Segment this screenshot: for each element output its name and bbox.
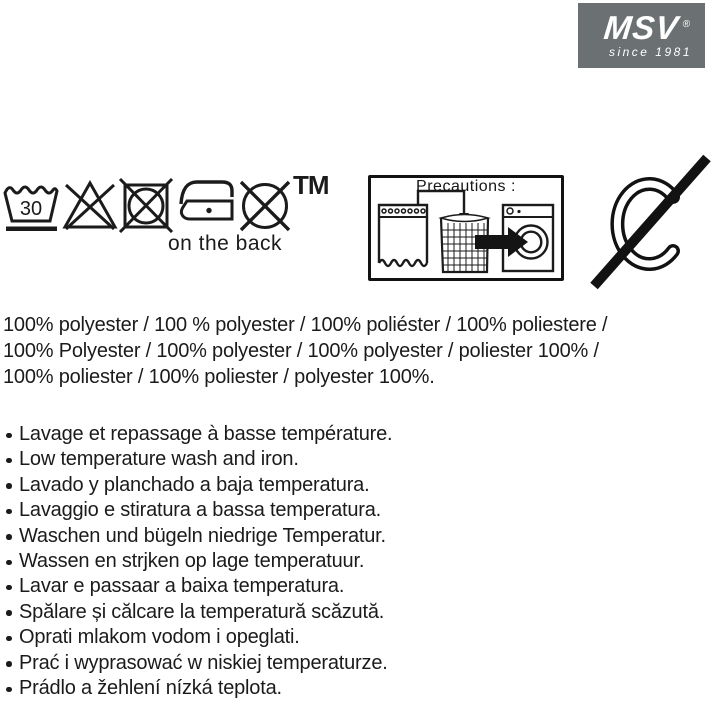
iron-low-temperature-icon <box>176 176 238 224</box>
instruction-item-pl: Prać i wyprasować w niskiej temperaturze. <box>4 651 392 676</box>
no-curtain-ring-icon <box>588 152 714 297</box>
instruction-item-it: Lavaggio e stiratura a bassa temperatura. <box>4 498 392 523</box>
instruction-item-de: Waschen und bügeln niedrige Temperatur. <box>4 524 392 549</box>
trademark-label: TM <box>293 170 329 200</box>
brand-tagline: since 1981 <box>608 44 692 59</box>
wash-temperature-label: 30 <box>19 198 43 220</box>
instruction-item-hr: Oprati mlakom vodom i opeglati. <box>4 625 392 650</box>
do-not-bleach-icon <box>62 179 118 231</box>
brand-text: MSV <box>602 8 681 46</box>
composition-line: 100% polyester / 100 % polyester / 100% poliéster / 100% poliestere / <box>3 314 608 336</box>
composition-line: 100% poliester / 100% poliester / polyester 100%. <box>3 366 435 388</box>
composition-line: 100% Polyester / 100% polyester / 100% polyester / poliester 100% / <box>3 340 599 362</box>
instruction-item-nl: Wassen en strjken op lage temperatuur. <box>4 549 392 574</box>
instruction-item-pt: Lavar e passaar a baixa temperatura. <box>4 574 392 599</box>
composition-text <box>3 312 607 390</box>
instruction-item-cs: Prádlo a žehlení nízká teplota. <box>4 676 392 701</box>
wash-30-gentle-icon <box>2 178 60 234</box>
instructions-list <box>4 422 392 701</box>
brand-name <box>602 8 691 46</box>
do-not-tumble-dry-icon <box>118 176 174 233</box>
instruction-item-es: Lavado y planchado a baja temperatura. <box>4 473 392 498</box>
do-not-dry-clean-icon <box>236 176 294 234</box>
precautions-title: Precautions : <box>416 178 516 195</box>
instruction-item-ro: Spălare și călcare la temperatură scăzută. <box>4 600 392 625</box>
curtain-icon <box>379 205 427 266</box>
on-the-back-caption: on the back <box>167 232 283 255</box>
brand-logo <box>578 3 705 68</box>
precautions-panel <box>368 175 564 281</box>
instruction-item-fr: Lavage et repassage à basse température. <box>4 422 392 447</box>
registered-mark: ® <box>682 18 691 30</box>
instruction-item-en: Low temperature wash and iron. <box>4 447 392 472</box>
